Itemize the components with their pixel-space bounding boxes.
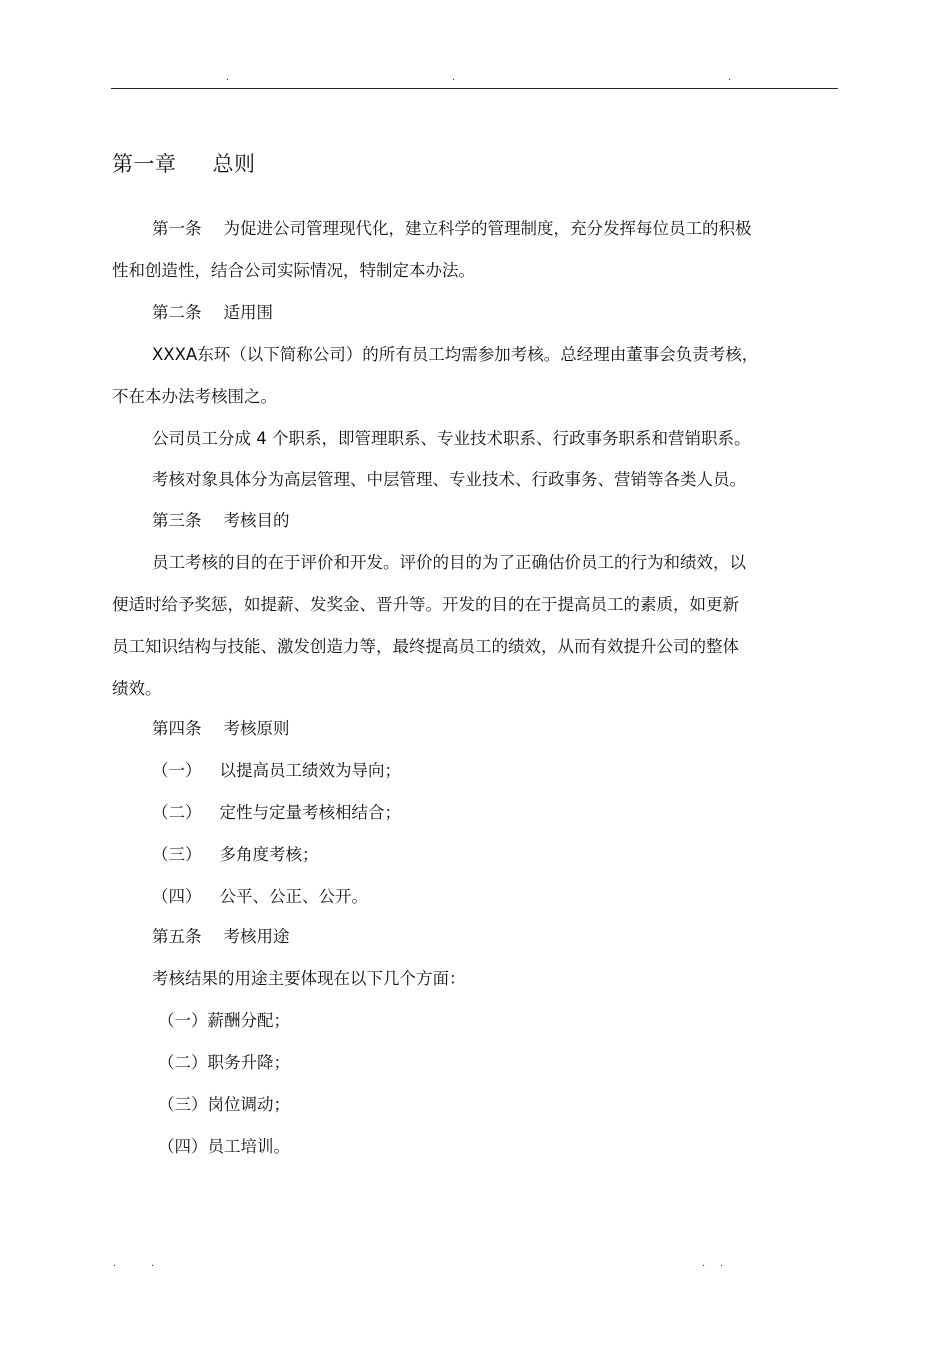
article-5-label: 第五条 — [152, 927, 202, 946]
article-4-label: 第四条 — [152, 719, 202, 738]
chapter-title: 总则 — [212, 152, 256, 176]
article-1-text-1: 为促进公司管理现代化，建立科学的管理制度，充分发挥每位员工的积极 — [223, 219, 752, 238]
header-dot: . — [452, 72, 456, 83]
article-2-para-1-line-2: 不在本办法考核围之。 — [112, 387, 277, 406]
article-5-heading — [152, 926, 290, 948]
footer-dots — [0, 1258, 950, 1270]
list-item-text: 多角度考核； — [219, 845, 319, 864]
article-1-line-2: 性和创造性，结合公司实际情况，特制定本办法。 — [112, 261, 475, 280]
list-item: （四）员工培训。 — [158, 1137, 290, 1156]
list-item-number: （四） — [152, 887, 202, 906]
header-dot: . — [226, 72, 230, 83]
article-1-line-1 — [152, 218, 752, 240]
article-3-line-3: 员工知识结构与技能、激发创造力等，最终提高员工的绩效，从而有效提升公司的整体 — [112, 637, 739, 656]
list-item: （三）岗位调动； — [158, 1095, 290, 1114]
list-item — [152, 844, 319, 866]
article-5-intro: 考核结果的用途主要体现在以下几个方面： — [152, 969, 466, 988]
list-item: （二）职务升降； — [158, 1053, 290, 1072]
article-2-para-3: 考核对象具体分为高层管理、中层管理、专业技术、行政事务、营销等各类人员。 — [152, 470, 746, 489]
list-item-number: （一） — [152, 761, 202, 780]
article-3-heading — [152, 510, 290, 532]
article-2-title: 适用围 — [223, 303, 273, 322]
list-item — [152, 886, 368, 908]
chapter-number: 第一章 — [112, 152, 177, 176]
article-1-label: 第一条 — [152, 219, 202, 238]
header-dots — [0, 72, 950, 84]
list-item-number: （三） — [152, 845, 202, 864]
article-3-label: 第三条 — [152, 511, 202, 530]
footer-dot: . — [702, 1258, 706, 1269]
article-4-title: 考核原则 — [223, 719, 290, 738]
list-item — [152, 760, 401, 782]
list-item — [152, 802, 401, 824]
footer-dot: . — [720, 1258, 724, 1269]
article-2-para-2: 公司员工分成 4 个职系，即管理职系、专业技术职系、行政事务职系和营销职系。 — [152, 429, 751, 448]
header-dot: . — [728, 72, 732, 83]
article-5-title: 考核用途 — [223, 927, 290, 946]
article-3-line-2: 便适时给予奖惩，如提薪、发奖金、晋升等。开发的目的在于提高员工的素质，如更新 — [112, 595, 739, 614]
article-3-line-4: 绩效。 — [112, 679, 162, 698]
list-item-number: （二） — [152, 803, 202, 822]
chapter-heading — [112, 148, 256, 178]
list-item: （一）薪酬分配； — [158, 1011, 290, 1030]
article-3-line-1: 员工考核的目的在于评价和开发。评价的目的为了正确估价员工的行为和绩效，以 — [152, 553, 746, 572]
article-4-heading — [152, 718, 290, 740]
article-3-title: 考核目的 — [223, 511, 290, 530]
article-2-para-1-line-1: XXXA东环（以下简称公司）的所有员工均需参加考核。总经理由董事会负责考核， — [152, 345, 759, 364]
list-item-text: 以提高员工绩效为导向； — [219, 761, 401, 780]
article-2-heading — [152, 302, 273, 324]
list-item-text: 定性与定量考核相结合； — [219, 803, 401, 822]
header-rule — [111, 88, 838, 89]
list-item-text: 公平、公正、公开。 — [219, 887, 368, 906]
footer-dot: . — [113, 1258, 117, 1269]
footer-dot: . — [151, 1258, 155, 1269]
article-2-label: 第二条 — [152, 303, 202, 322]
